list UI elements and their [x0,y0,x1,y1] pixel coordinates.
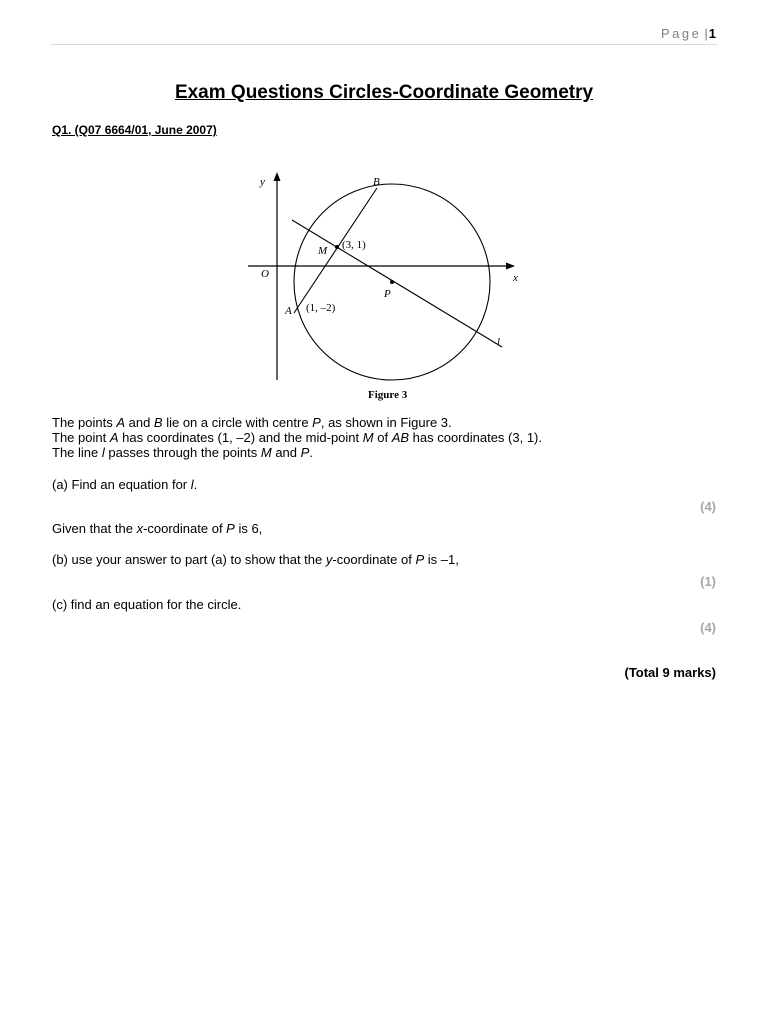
point-m-label: M [318,245,328,257]
y-axis-label: y [260,176,265,188]
x-axis-label: x [513,272,518,284]
line-l-label: l [497,336,501,348]
page-number: 1 [708,26,716,41]
page-header [661,26,716,41]
point-p-dot [390,280,394,284]
given-text: Given that the x-coordinate of P is 6, [52,521,263,536]
origin-label: O [261,268,269,280]
total-marks: (Total 9 marks) [624,665,716,680]
point-m-dot [335,245,339,249]
point-a-coordinates: (1, –2) [306,302,336,314]
intro-paragraph [52,415,542,460]
question-label: Q1. (Q07 6664/01, June 2007) [52,123,217,137]
intro-line-2: The point A has coordinates (1, –2) and the mid-point M of AB has coordinates (3, 1). [52,430,542,445]
part-a-text: (a) Find an equation for l. [52,477,198,492]
point-b-label: B [373,176,380,188]
part-b-text: (b) use your answer to part (a) to show that the y-coordinate of P is –1, [52,552,459,567]
document-title: Exam Questions Circles-Coordinate Geometry [174,82,594,103]
part-c-marks: (4) [700,620,716,635]
intro-line-3: The line l passes through the points M and P. [52,445,313,460]
line-l [292,220,502,347]
page-word: Page [661,26,702,41]
point-p-label: P [384,288,391,300]
figure-caption: Figure 3 [368,389,408,401]
page-separator: | [704,26,708,41]
intro-line-1: The points A and B lie on a circle with centre P, as shown in Figure 3. [52,415,452,430]
header-rule [51,44,717,45]
part-a-marks: (4) [700,499,716,514]
point-m-coordinates: (3, 1) [342,239,366,251]
part-c-text: (c) find an equation for the circle. [52,597,242,612]
part-b-marks: (1) [700,574,716,589]
figure-3-diagram [240,168,530,402]
y-axis-arrow-icon [274,172,281,181]
point-a-label: A [285,305,292,317]
x-axis-arrow-icon [506,263,515,270]
